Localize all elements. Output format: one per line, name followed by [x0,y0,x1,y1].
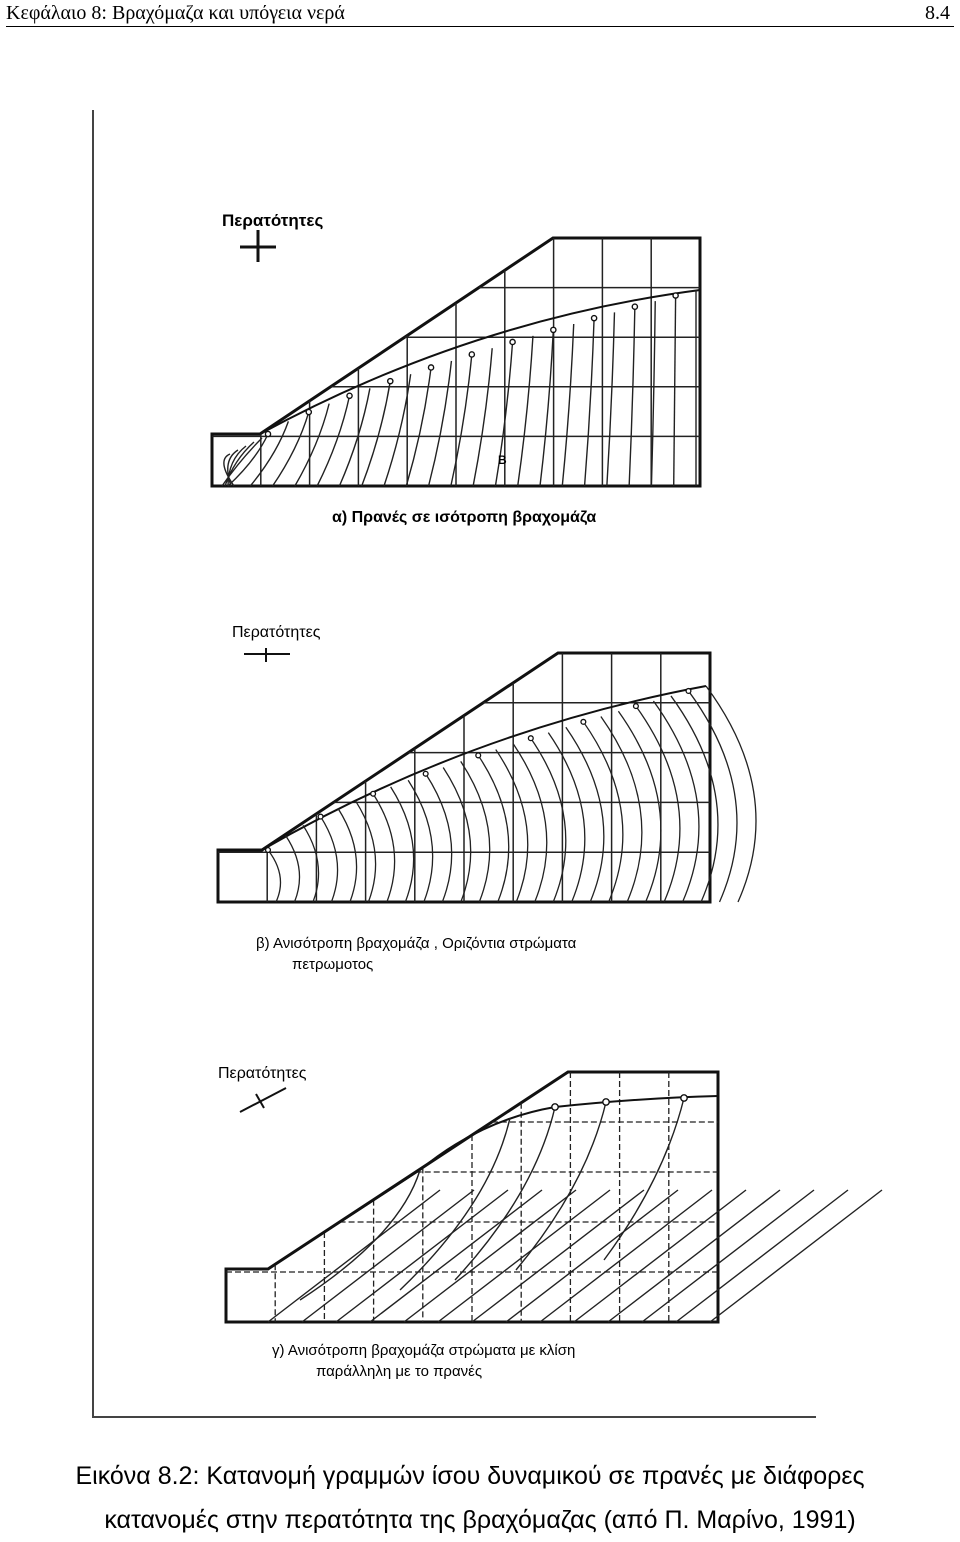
bedding-line [608,1190,780,1322]
bedding-line [336,1190,508,1322]
phreatic-point [552,1104,558,1110]
equipotential-line [321,817,338,902]
bedding-line [676,1190,848,1322]
bedding-line [302,1190,474,1322]
equipotential-line [583,722,623,902]
equipotential-line [473,348,492,486]
equipotential-line [373,794,395,902]
bedding-line [540,1190,712,1322]
equipotential-line [548,733,585,902]
equipotential-line [531,738,566,902]
equipotential-line [629,307,635,486]
phreatic-point [632,304,637,309]
panel-a-caption: α) Πρανές σε ισότροπη βραχομάζα [332,509,597,526]
phreatic-point [581,719,586,724]
equipotential-line [286,835,300,902]
equipotential-line [451,354,472,486]
equipotential-line [513,744,546,902]
phreatic-point [265,431,270,436]
equipotential-line [338,809,357,902]
equipotential-line [607,312,615,486]
phreatic-point [423,771,428,776]
equipotential-line [362,381,391,486]
panel-a-equipotential-lines [222,290,696,486]
equipotential-line [461,761,490,902]
figure-caption-line1: Εικόνα 8.2: Κατανομή γραμμών ίσου δυναμικού σε πρανές με διάφορες [75,1462,865,1490]
equipotential-line [268,850,281,902]
phreatic-point [551,327,556,332]
panel-a-legend-label: Περατότητες [222,211,324,230]
equipotential-line [443,768,471,902]
equipotential-line [636,706,680,902]
equipotential-line [566,727,604,902]
phreatic-point [686,689,691,694]
equipotential-line [478,755,509,902]
bedding-line [472,1190,644,1322]
equipotential-line [585,318,595,486]
panel-b-equipotential-lines [266,686,756,902]
panel-c [218,1065,882,1380]
phreatic-point [306,409,311,414]
equipotential-line [295,404,329,486]
panel-b-legend-label: Περατότητες [232,624,321,641]
phreatic-point [318,814,323,819]
equipotential-line [391,787,414,902]
panel-a [212,211,700,526]
panel-c-caption-line1: γ) Ανισότροπη βραχομάζα στρώματα με κλίση [272,1342,576,1359]
equipotential-line [516,1102,606,1270]
panel-b-caption-line2: πετρωμοτος [292,956,374,973]
phreatic-point [673,293,678,298]
panel-b-permeability-cross-icon [244,648,290,662]
equipotential-line [429,361,452,486]
bedding-line [268,1190,440,1322]
equipotential-line [406,367,431,486]
phreatic-point [388,379,393,384]
panel-c-caption-line2: παράλληλη με το πρανές [316,1363,483,1380]
phreatic-point [469,352,474,357]
phreatic-point [371,791,376,796]
panel-a-grid [212,238,700,486]
phreatic-point [528,736,533,741]
page-number: 8.4 [925,2,950,24]
panel-a-point-label: B [498,453,507,467]
phreatic-point [591,316,596,321]
panel-c-legend-label: Περατότητες [218,1065,307,1082]
phreatic-point [634,704,639,709]
bedding-line [710,1190,882,1322]
panel-a-permeability-cross-icon [240,230,276,262]
phreatic-point [681,1095,687,1101]
equipotential-line [540,330,553,486]
phreatic-point [347,393,352,398]
panel-b [218,624,756,973]
phreatic-point [266,848,271,853]
bedding-line [506,1190,678,1322]
equipotential-line [496,750,528,902]
phreatic-point [510,339,515,344]
bedding-line [438,1190,610,1322]
equipotential-line [518,336,533,486]
bedding-line [642,1190,814,1322]
phreatic-point [603,1099,609,1105]
panel-b-caption-line1: β) Ανισότροπη βραχομάζα , Οριζόντια στρώματα [256,935,577,952]
bedding-line [574,1190,746,1322]
equipotential-line [339,388,369,486]
equipotential-line [651,301,655,486]
equipotential-line [674,296,676,486]
phreatic-point [476,753,481,758]
equipotential-line [562,324,573,486]
panel-b-grid [218,653,710,902]
figure-caption-line2: κατανομές στην περατότητα της βραχόμαζας (από Π. Μαρίνο, 1991) [104,1506,856,1534]
panel-c-permeability-cross-icon [240,1088,286,1112]
phreatic-point [428,365,433,370]
chapter-title: Κεφάλαιο 8: Βραχόμαζα και υπόγεια νερά [6,2,345,24]
bedding-line [370,1190,542,1322]
bedding-line [404,1190,576,1322]
